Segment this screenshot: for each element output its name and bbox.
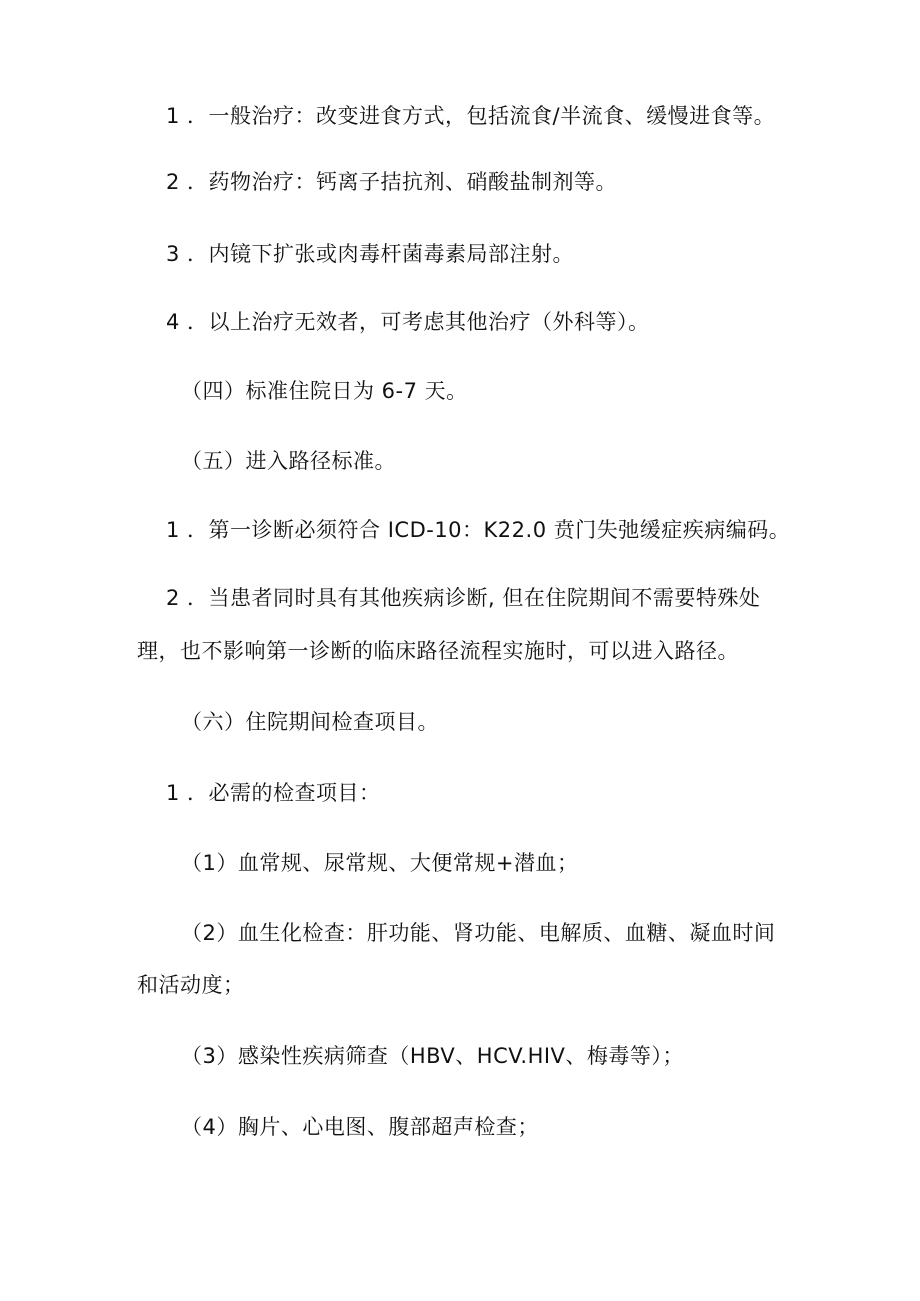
section-heading-examinations: （六）住院期间检查项目。 bbox=[181, 710, 439, 734]
paragraph-other-treatment: 4 ．以上治疗无效者，可考虑其他治疗（外科等）。 bbox=[166, 310, 650, 334]
paragraph-general-treatment: 1 ．一般治疗：改变进食方式，包括流食/半流食、缓慢进食等。 bbox=[166, 104, 776, 128]
list-item-blood-urine-stool: （1）血常规、尿常规、大便常规+潜血； bbox=[181, 851, 579, 875]
section-heading-hospital-stay: （四）标准住院日为 6-7 天。 bbox=[181, 379, 468, 403]
list-item-blood-biochemistry: （2）血生化检查：肝功能、肾功能、电解质、血糖、凝血时间 bbox=[181, 921, 776, 945]
paragraph-drug-treatment: 2 ．药物治疗：钙离子拮抗剂、硝酸盐制剂等。 bbox=[166, 170, 618, 194]
paragraph-first-diagnosis: 1 ．第一诊断必须符合 ICD-10：K22.0 贲门失弛缓症疾病编码。 bbox=[166, 518, 791, 542]
paragraph-required-examinations: 1 ．必需的检查项目： bbox=[166, 781, 381, 805]
section-heading-path-criteria: （五）进入路径标准。 bbox=[181, 449, 396, 473]
list-item-blood-biochemistry-continued: 和活动度； bbox=[137, 973, 245, 997]
paragraph-endoscopic-treatment: 3 ．内镜下扩张或肉毒杆菌毒素局部注射。 bbox=[166, 242, 575, 266]
paragraph-comorbidity-continued: 理，也不影响第一诊断的临床路径流程实施时，可以进入路径。 bbox=[137, 639, 739, 663]
list-item-infection-screening: （3）感染性疾病筛查（HBV、HCV.HIV、梅毒等）； bbox=[181, 1044, 684, 1068]
paragraph-comorbidity: 2 ．当患者同时具有其他疾病诊断, 但在住院期间不需要特殊处 bbox=[166, 586, 761, 610]
list-item-imaging-ecg: （4）胸片、心电图、腹部超声检查； bbox=[181, 1115, 539, 1139]
